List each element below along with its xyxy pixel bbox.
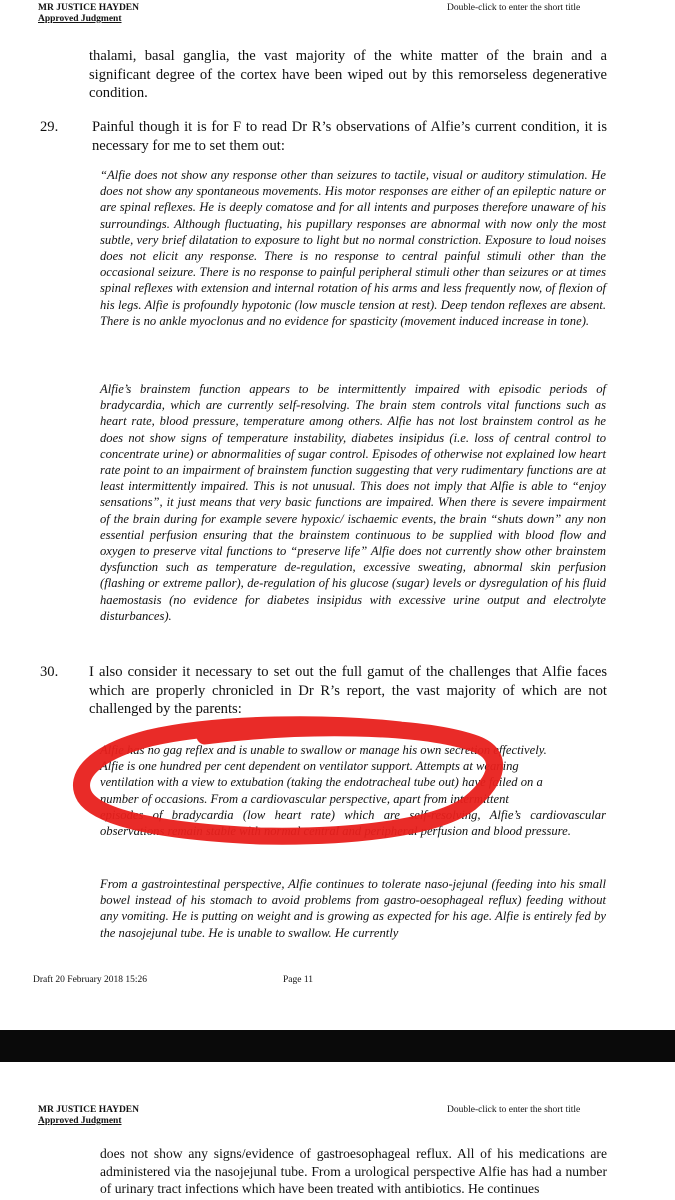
page-header-left (38, 3, 139, 25)
paragraph-number-30: 30. (40, 664, 59, 680)
approved-judgment-label: Approved Judgment (38, 1116, 122, 1126)
quote-line: number of occasions. From a cardiovascular perspective, apart from intermittent (100, 791, 509, 806)
judge-name: MR JUSTICE HAYDEN (38, 3, 139, 13)
page-separator (0, 1030, 675, 1062)
quote-brainstem-function: Alfie’s brainstem function appears to be intermittently impaired with episodic periods of bradycardia, which are currently self-resolving. The brain stem controls vital functions such as heart rate, blood pressure, temperature among others. Alfie has not lost brainstem control as he does not show signs of temperature instability, diabetes insipidus (i.e. loss of central control to concentrate urine) or abnormalities of sugar control. Episodes of otherwise not explained low heart rate point to an impairment of brainstem function suggesting that very rudimentary functions are at least intermittently impaired. This is not unusual. This does not imply that Alfie is able to “enjoy sensations”, it just means that very basic functions are impaired. When there is severe impairment of the brain during for example severe hypoxic/ ischaemic events, the brain “shuts down” any non essential perfusion ensuring that the brainstem continuous to be supplied with blood flow and oxygen to preserve vital functions to “preserve life” Alfie does not currently show other brainstem dysfunction such as temperature de-regulation, excessive sweating, abnormal skin perfusion (flashing or extreme pallor), de-regulation of his glucose (sugar) levels or dysregulation of his fluid haemostasis (no evidence for diabetes insipidus with excessive urine output and electrolyte disturbances). (100, 382, 606, 623)
quote-neurological-status: “Alfie does not show any response other than seizures to tactile, visual or auditory stimulation. He does not show any spontaneous movements. His motor responses are either of an epileptic nature or are spinal reflexes. He is deeply comatose and for all intents and purposes therefore unaware of his surroundings. Although fluctuating, his pupillary responses are abnormal with now only the most subtle, very brief dilatation to exposure to light but no normal constriction. Exposure to loud noises does not elicit any response. There is no response to central painful stimuli other than the occasional seizure. There is no response to painful peripheral stimuli other than seizures or at times spinal reflexes with extension and internal rotation of his arms and less frequently now, of flexion of his legs. Alfie is profoundly hypotonic (low muscle tension at rest). Deep tendon reflexes are absent. There is no ankle myoclonus and no evidence for spasticity (movement induced increase in tone). (100, 168, 606, 328)
quote-line: Alfie has no gag reflex and is unable to swallow or manage his own secretion effectively. (100, 743, 547, 757)
footer-page-number: Page 11 (283, 975, 313, 985)
paragraph-29-text: Painful though it is for F to read Dr R’s observations of Alfie’s current condition, it is necessary for me to set them out: (92, 119, 607, 154)
footer-draft-date: Draft 20 February 2018 15:26 (33, 975, 147, 985)
judge-name: MR JUSTICE HAYDEN (38, 1105, 139, 1115)
quote-respiratory-cardiovascular (100, 742, 606, 839)
paragraph-30-text: I also consider it necessary to set out the full gamut of the challenges that Alfie faces which are properly chronicled in Dr R’s report, the vast majority of which are not challenged by the parents: (89, 664, 607, 717)
intro-paragraph: thalami, basal ganglia, the vast majority of the white matter of the brain and a significant degree of the cortex have been wiped out by this remorseless degenerative condition. (89, 48, 607, 101)
short-title-field[interactable]: Double-click to enter the short title (447, 1105, 581, 1115)
paragraph-number-29: 29. (40, 119, 59, 135)
quote-gastrointestinal: From a gastrointestinal perspective, Alfie continues to tolerate naso-jejunal (feeding into his small bowel instead of his stomach to avoid problems from gastro-oesophageal reflux) feeding without any vomiting. He is putting on weight and is growing as expected for his age. Alfie is entirely fed by the nasojejunal tube. He is unable to swallow. He currently (100, 877, 606, 940)
quote-line: ventilation with a view to extubation (taking the endotracheal tube out) have failed on a (100, 775, 543, 790)
page-header-left (38, 1105, 139, 1127)
quote-line: Alfie is one hundred per cent dependent on ventilator support. Attempts at weaning (100, 759, 519, 774)
approved-judgment-label: Approved Judgment (38, 14, 122, 24)
quote-line: episodes of bradycardia (low heart rate) which are self-resolving, Alfie’s cardiovascular observations remain stable with normal central and peripheral perfusion and blood pressure. (100, 807, 606, 839)
short-title-field[interactable]: Double-click to enter the short title (447, 3, 581, 13)
page-12-paragraph: does not show any signs/evidence of gastroesophageal reflux. All of his medications are administered via the nasojejunal tube. From a urological perspective Alfie has had a number of urinary tract infections which have been treated with antibiotics. He continues (100, 1146, 607, 1196)
document-page-12 (0, 1062, 675, 1200)
